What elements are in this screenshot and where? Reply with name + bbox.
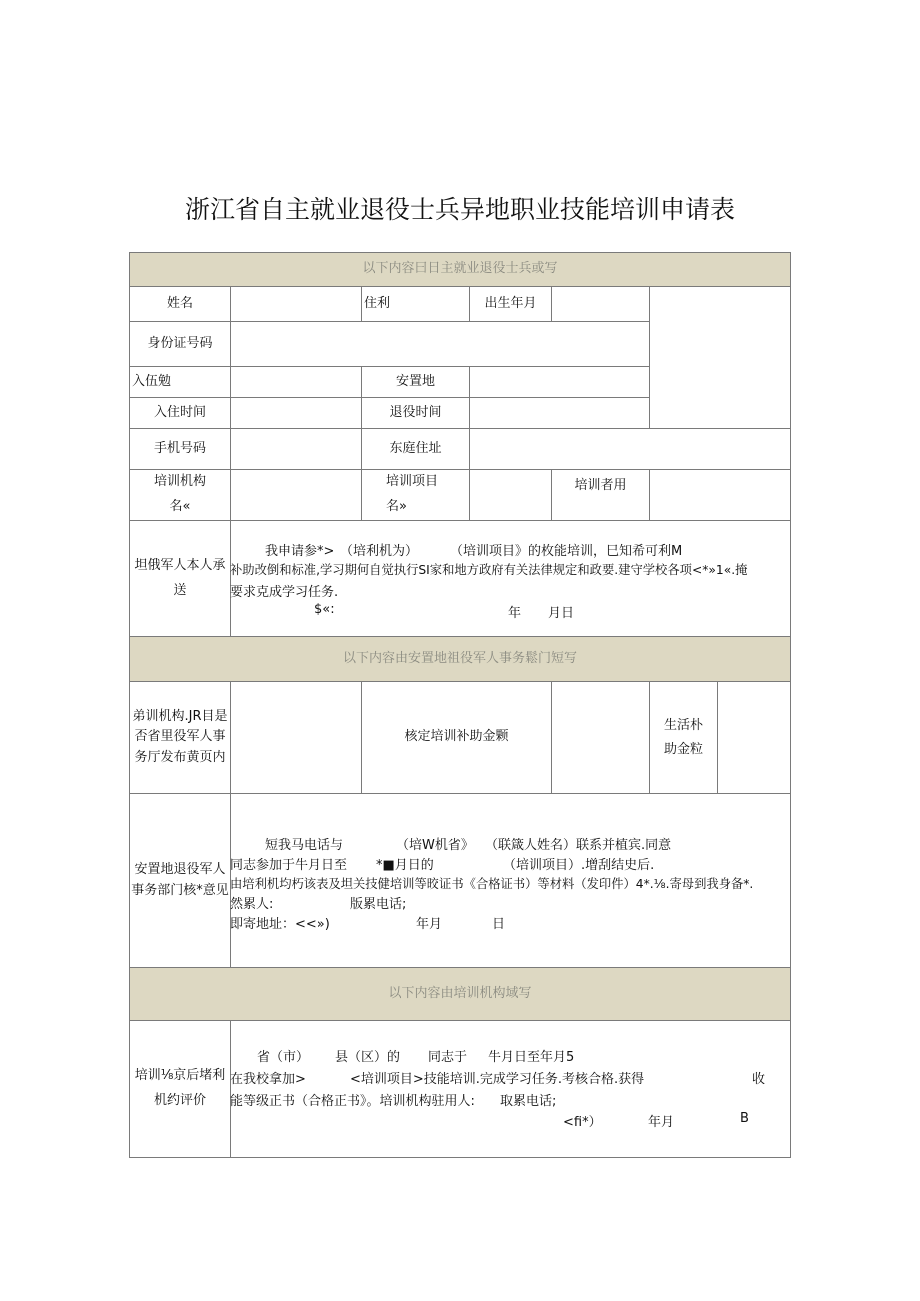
opinion-text: 短我马电话与	[265, 838, 344, 853]
eval-text: 在我校拿加>	[230, 1072, 306, 1087]
label-org	[129, 469, 231, 521]
phone-field[interactable]	[230, 428, 362, 470]
section-header-settlement: 以下内容由安置地祖役军人事务鬆门短写	[129, 636, 791, 682]
opinion-text: （联箴人姓名）联系并植宾.同意	[485, 838, 672, 853]
birth-field[interactable]	[551, 286, 650, 322]
label-retire-time: 退役时间	[361, 397, 470, 429]
enlist-time-field[interactable]	[230, 397, 362, 429]
commit-text: 要求克成学习任务.	[230, 585, 339, 600]
form-title: 浙江省自主就业退役士兵异地职业技能培训申请表	[184, 195, 735, 224]
label-project	[361, 469, 470, 521]
label-enlist-time: 入住时间	[129, 397, 231, 429]
opinion-text: 由培利机均朽该表及坦关技健培训等晈证书《合格证书）等材料（发印件）4*.⅛.寄母到我身备*.	[230, 877, 754, 891]
opinion-text: （培W机省》	[396, 838, 474, 853]
opinion-text: （培训项目）.增刮结史后.	[503, 858, 655, 873]
commit-text: 补助改倒和标准,学习期何自觉执行SI家和地方政府有关法律规定和政要.建守学校各项<*»1«.掩	[230, 563, 748, 577]
label-enlist-place: 入伍勉	[129, 366, 231, 398]
photo-cell	[649, 286, 791, 429]
training-subsidy-field[interactable]	[551, 681, 650, 794]
date-year-month: 年月	[648, 1115, 675, 1130]
label-birth: 出生年月	[469, 286, 552, 322]
contact-phone-label: 版累电话;	[350, 897, 407, 912]
label-evaluation: 培训⅛京后堵利机约评价	[129, 1020, 231, 1158]
eval-text: 同志于	[428, 1050, 468, 1065]
org-field[interactable]	[230, 469, 362, 521]
enlist-place-field[interactable]	[230, 366, 362, 398]
label-address: 东庭住址	[361, 428, 470, 470]
date-day: 日	[492, 917, 506, 932]
mail-address-label: 即寄地址：<<»)	[230, 917, 330, 932]
section-header-applicant: 以下内容曰日主就业退役士兵或写	[129, 252, 791, 287]
commit-text: 我申请参*>	[265, 544, 335, 559]
eval-text: <培训项目>技能培训.完成学习任务.考核合格.获得	[350, 1072, 645, 1087]
opinion-text: 同志参加于牛月日至	[230, 858, 348, 873]
eval-text: 能等级正书（合格正书》。培训机构驻用人:	[230, 1094, 475, 1109]
eval-text: 省（市）	[257, 1050, 310, 1065]
label-living-subsidy: 生活朴助金粒	[649, 681, 718, 794]
label-project-line2: 名»	[386, 499, 407, 514]
section-header-institution: 以下内容由培训机构域写	[129, 967, 791, 1021]
label-phone: 手机号码	[129, 428, 231, 470]
id-field[interactable]	[230, 321, 650, 367]
name-field[interactable]	[230, 286, 362, 322]
label-org-review: 弟训机构.JR目是否省里役军人事务厅发布黄页内	[129, 681, 231, 794]
settle-place-field[interactable]	[469, 366, 650, 398]
opinion-text: *■月日的	[376, 858, 434, 873]
project-field[interactable]	[469, 469, 552, 521]
date-day: B	[740, 1111, 749, 1126]
living-subsidy-field[interactable]	[717, 681, 791, 794]
retire-time-field[interactable]	[469, 397, 650, 429]
eval-phone-label: 取累电话;	[500, 1094, 557, 1109]
label-org-line1: 培训机构	[153, 474, 206, 490]
label-name: 姓名	[129, 286, 231, 322]
label-opinion: 安置地退役军人事务部门核*意见	[129, 793, 231, 968]
label-cost: 培训者用	[551, 469, 650, 521]
label-gender: 住利	[361, 286, 470, 322]
date-year-month: 年月	[416, 917, 443, 932]
evaluation-cell	[230, 1020, 791, 1158]
eval-text: 牛月日至年月5	[488, 1050, 575, 1065]
date-year: 年	[508, 606, 522, 621]
label-id: 身份证号码	[129, 321, 231, 367]
commit-text: （培利机为）	[340, 544, 419, 559]
commit-text: （培训项目》的枚能培训，巳知希可利M	[450, 544, 683, 559]
label-commitment: 坦俄军人本人承送	[129, 520, 231, 637]
cost-field[interactable]	[649, 469, 791, 521]
org-review-field[interactable]	[230, 681, 362, 794]
eval-text: 县（区）的	[335, 1050, 401, 1065]
label-project-line1: 培训项目	[386, 474, 439, 490]
signature-label: $«:	[314, 602, 335, 617]
seal-label: <fi*）	[563, 1115, 602, 1130]
label-org-line2: 名«	[169, 499, 191, 514]
eval-text: 收	[752, 1072, 766, 1087]
label-training-subsidy: 核定培训补助金颗	[361, 681, 552, 794]
label-settle-place: 安置地	[361, 366, 470, 398]
date-month-day: 月日	[548, 606, 575, 621]
address-field[interactable]	[469, 428, 791, 470]
contact-label: 然累人:	[230, 897, 274, 912]
